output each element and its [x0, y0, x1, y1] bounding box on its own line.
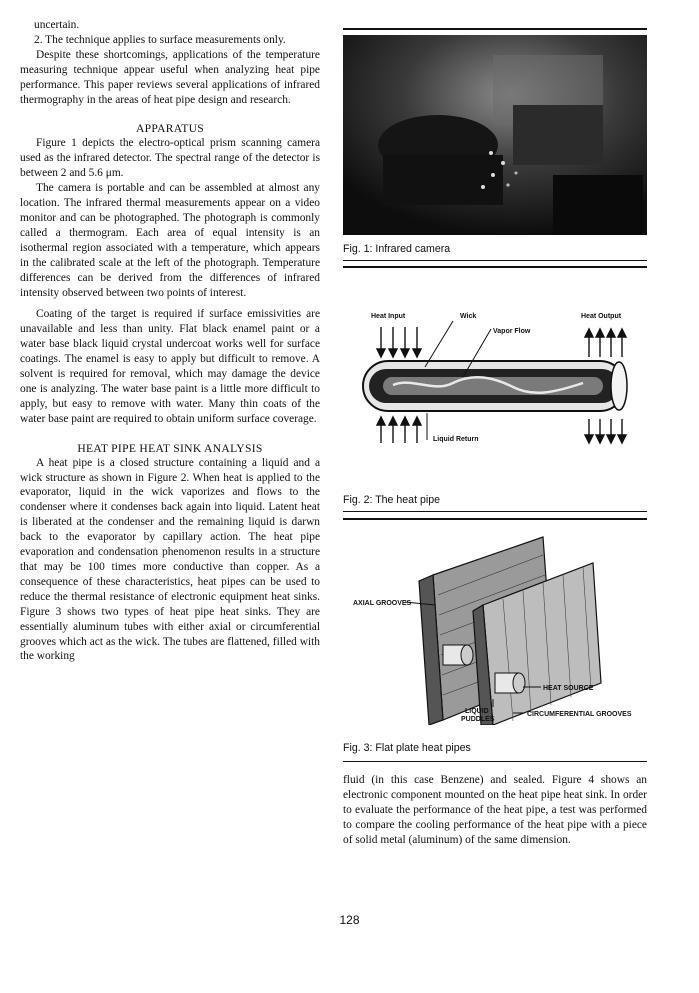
infrared-camera-image	[343, 35, 647, 235]
paragraph-uncertain: uncertain.	[34, 19, 80, 31]
heat-pipe-diagram	[343, 305, 647, 485]
heat-output-label: Heat Output	[581, 313, 622, 320]
circumferential-grooves-label: CIRCUMFERENTIAL GROOVES	[527, 711, 632, 718]
page-number: 128	[339, 913, 360, 927]
fig3-caption: Fig. 3: Flat plate heat pipes	[343, 742, 471, 754]
fig1-bottom-rule	[343, 260, 647, 261]
liquid-label: LIQUID	[465, 708, 489, 715]
fig3-bottom-rule	[343, 761, 647, 762]
fig3-top-rule	[343, 518, 647, 520]
paragraph-portable-camera: The camera is portable and can be assembled at almost any location. The infrared thermal measurements appear on a video monitor and can be photographed. The photograph is commonly called a thermogram. Each area of equal intensity is an isothermal region associated with a temperature, which appears in the calibrated scale at the left of the photograph. Temperature differences can be derived from the differences of infrared intensity observed between two points of interest.	[20, 182, 320, 299]
heading-apparatus: APPARATUS	[136, 122, 204, 136]
fig1-top-rule	[343, 28, 647, 30]
flat-plate-heat-pipes-diagram	[343, 535, 647, 725]
paragraph-figure1-camera: Figure 1 depicts the electro-optical prism scanning camera used as the infrared detector. The spectral range of the detector is between 2 and 5.6 μm.	[20, 137, 320, 180]
liquid-return-arrows	[377, 417, 626, 443]
heat-input-arrows	[377, 327, 421, 357]
fig2-bottom-rule	[343, 511, 647, 512]
wick-label: Wick	[460, 313, 477, 320]
heat-input-label: Heat Input	[371, 313, 406, 320]
heat-output-arrows	[585, 329, 626, 357]
paragraph-heat-pipe: A heat pipe is a closed structure containing a liquid and a wick structure as shown in Figure 2. When heat is applied to the evaporator, liquid in the wick vaporizes and flows to the condenser where it condenses back again into liquid. Latent heat is liberated at the condenser and the remaining liquid is darwn back to the evaporator by capillary action. The heat pipe evaporation and condensation phenomenon results in a structure that may be 100 times more conductive than copper. As a consequence of these characteristics, heat pipes can be used to reduce the thermal resistance of electronic equipment heat sinks. Figure 3 shows two types of heat pipe heat sinks. They are essentially aluminum tubes with either axial or circumferential grooves which act as the wick. The tubes are flattened, filled with the working	[20, 456, 320, 663]
paragraph-benzene: fluid (in this case Benzene) and sealed. Figure 4 shows an electronic component mounted on the heat pipe heat sink. In order to evaluate the performance of the heat pipe, a test was performed to compare the cooling performance of the heat pipe with a piece of solid metal (aluminum) of the same dimension.	[343, 774, 647, 846]
heading-heat-pipe-analysis: HEAT PIPE HEAT SINK ANALYSIS	[77, 441, 263, 455]
fig2-top-rule	[343, 266, 647, 268]
heat-source-label: HEAT SOURCE	[543, 685, 594, 692]
heat-pipe-tube	[363, 361, 627, 411]
paragraph-shortcomings: Despite these shortcomings, applications of the temperature measuring technique appear useful when analyzing heat pipe performance. This paper reviews several applications of infrared thermography in the areas of heat pipe design and research.	[20, 48, 320, 106]
left-column	[20, 18, 320, 664]
fig2-caption: Fig. 2: The heat pipe	[343, 494, 440, 506]
fig1-caption: Fig. 1: Infrared camera	[343, 243, 451, 255]
vapor-flow-label: Vapor Flow	[493, 328, 531, 335]
right-column-text	[343, 773, 647, 848]
list-item-2: 2. The technique applies to surface measurements only.	[34, 33, 286, 46]
axial-grooves-label: AXIAL GROOVES	[353, 600, 412, 607]
paragraph-coating: Coating of the target is required if surface emissivities are unavailable and less than unity. Flat black enamel paint or a water base black liquid crystal undercoat works well for surface coatings. The enamel is easy to apply but difficult to remove. A solvent is required for removal, which may damage the device one is analyzing. The water base paint is a little more difficult to apply, but easy to remove with water. Many thin coats of the water base paint are required to obtain uniform surface coverage.	[20, 308, 320, 425]
liquid-return-label: Liquid Return	[433, 436, 479, 443]
puddles-label: PUDDLES	[461, 716, 495, 723]
infrared-camera-photo	[343, 35, 647, 235]
